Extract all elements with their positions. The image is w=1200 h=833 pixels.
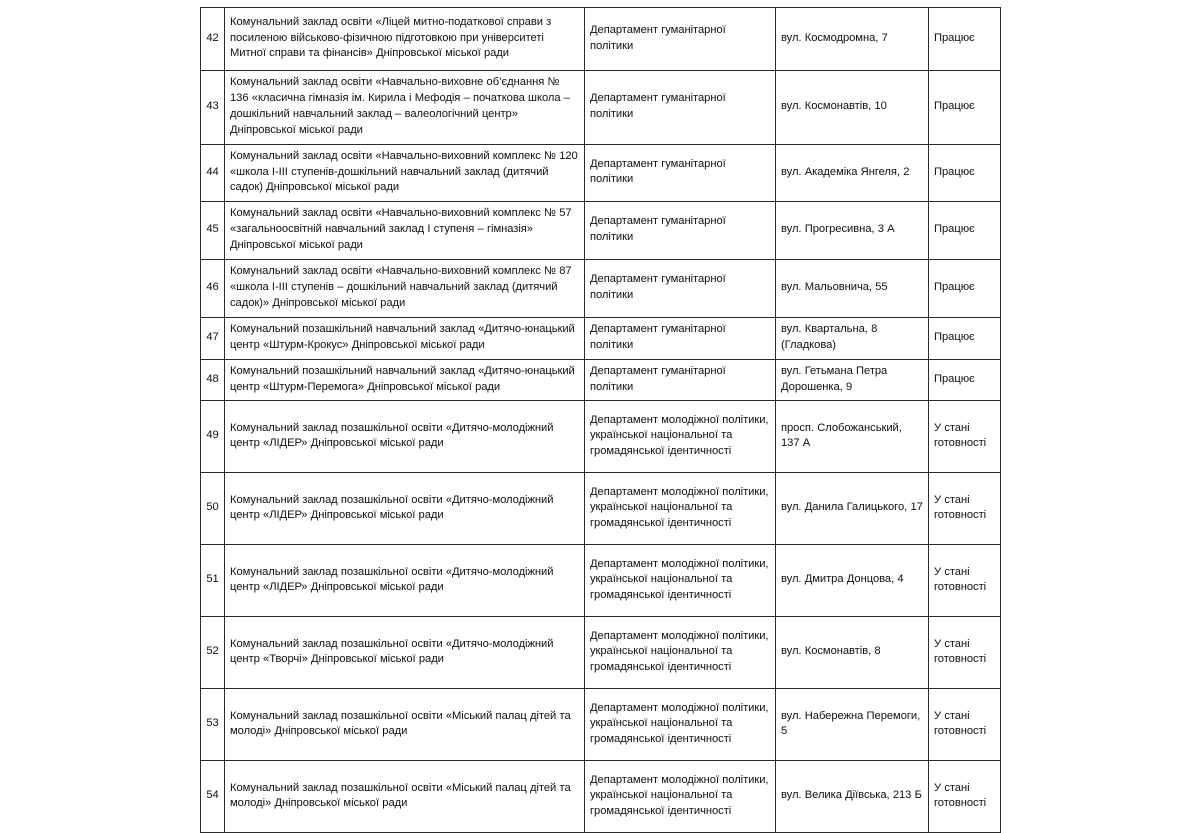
status-cell-text: Працює xyxy=(934,372,975,385)
status-cell-text: У стані готовності xyxy=(934,709,987,738)
department-cell xyxy=(585,144,776,202)
department-cell-text: Департамент молодіжної політики, української національної та громадянської ідентичності xyxy=(590,485,769,530)
address-cell xyxy=(776,689,929,761)
address-cell-text: просп. Слобожанський, 137 А xyxy=(781,421,902,450)
row-number-cell xyxy=(201,401,225,473)
department-cell-text: Департамент молодіжної політики, української національної та громадянської ідентичності xyxy=(590,773,769,818)
table-row xyxy=(201,401,1001,473)
row-number-cell-text: 51 xyxy=(206,573,219,586)
address-cell-text: вул. Гетьмана Петра Дорошенка, 9 xyxy=(781,364,888,393)
row-number-cell xyxy=(201,617,225,689)
department-cell xyxy=(585,359,776,401)
department-cell-text: Департамент гуманітарної політики xyxy=(590,157,726,186)
department-cell-text: Департамент гуманітарної політики xyxy=(590,364,726,393)
status-cell xyxy=(929,473,1001,545)
table-row xyxy=(201,761,1001,833)
department-cell-text: Департамент молодіжної політики, української національної та громадянської ідентичності xyxy=(590,629,769,674)
status-cell-text: У стані готовності xyxy=(934,781,987,810)
row-number-cell-text: 42 xyxy=(206,31,219,44)
row-number-cell-text: 52 xyxy=(206,645,219,658)
department-cell xyxy=(585,260,776,318)
institution-name-cell-text: Комунальний заклад позашкільної освіти «Дитячо-молодіжний центр «ЛІДЕР» Дніпровської міської ради xyxy=(230,565,554,594)
address-cell xyxy=(776,202,929,260)
institution-name-cell-text: Комунальний заклад позашкільної освіти «Міський палац дітей та молоді» Дніпровської міської ради xyxy=(230,709,571,738)
address-cell-text: вул. Дмитра Донцова, 4 xyxy=(781,573,904,586)
address-cell-text: вул. Академіка Янгеля, 2 xyxy=(781,165,910,178)
status-cell xyxy=(929,317,1001,359)
row-number-cell-text: 44 xyxy=(206,165,219,178)
status-cell xyxy=(929,8,1001,71)
row-number-cell xyxy=(201,761,225,833)
institutions-table xyxy=(200,7,1001,833)
row-number-cell xyxy=(201,202,225,260)
institution-name-cell-text: Комунальний заклад позашкільної освіти «Дитячо-молодіжний центр «Творчі» Дніпровської міської ради xyxy=(230,637,554,666)
row-number-cell xyxy=(201,689,225,761)
row-number-cell-text: 54 xyxy=(206,789,219,802)
department-cell xyxy=(585,473,776,545)
status-cell-text: Працює xyxy=(934,223,975,236)
institution-name-cell-text: Комунальний заклад позашкільної освіти «Дитячо-молодіжний центр «ЛІДЕР» Дніпровської міської ради xyxy=(230,421,554,450)
table-row xyxy=(201,689,1001,761)
institution-name-cell-text: Комунальний заклад освіти «Навчально-виховне об’єднання № 136 «класична гімназія ім. Кирила і Мефодія – початкова школа – дошкільний навчальний заклад – валеологічний центр» Дніпровської міської ради xyxy=(230,76,570,136)
department-cell xyxy=(585,617,776,689)
institution-name-cell xyxy=(225,761,585,833)
row-number-cell-text: 53 xyxy=(206,717,219,730)
department-cell-text: Департамент молодіжної політики, української національної та громадянської ідентичності xyxy=(590,701,769,746)
institution-name-cell xyxy=(225,202,585,260)
status-cell xyxy=(929,260,1001,318)
address-cell xyxy=(776,473,929,545)
table-body xyxy=(201,8,1001,833)
department-cell xyxy=(585,761,776,833)
institution-name-cell xyxy=(225,401,585,473)
address-cell-text: вул. Квартальна, 8 (Гладкова) xyxy=(781,322,878,351)
status-cell-text: У стані готовності xyxy=(934,565,987,594)
row-number-cell-text: 48 xyxy=(206,372,219,385)
address-cell xyxy=(776,71,929,145)
table-row xyxy=(201,144,1001,202)
department-cell-text: Департамент молодіжної політики, української національної та громадянської ідентичності xyxy=(590,557,769,602)
status-cell-text: Працює xyxy=(934,330,975,343)
address-cell-text: вул. Прогресивна, 3 А xyxy=(781,223,895,236)
row-number-cell-text: 45 xyxy=(206,223,219,236)
address-cell xyxy=(776,317,929,359)
address-cell xyxy=(776,260,929,318)
department-cell-text: Департамент гуманітарної політики xyxy=(590,273,726,301)
institution-name-cell xyxy=(225,617,585,689)
institution-name-cell xyxy=(225,545,585,617)
row-number-cell-text: 43 xyxy=(206,99,219,112)
row-number-cell xyxy=(201,545,225,617)
row-number-cell xyxy=(201,473,225,545)
institution-name-cell xyxy=(225,260,585,318)
status-cell xyxy=(929,401,1001,473)
institution-name-cell-text: Комунальний заклад освіти «Навчально-виховний комплекс № 87 «школа I-III ступенів – дошкільний навчальний заклад (дитячий садок)» Дніпровської міської ради xyxy=(230,265,572,309)
table-row xyxy=(201,8,1001,71)
table-row xyxy=(201,473,1001,545)
status-cell-text: Працює xyxy=(934,99,975,112)
address-cell xyxy=(776,617,929,689)
institution-name-cell xyxy=(225,317,585,359)
status-cell-text: У стані готовності xyxy=(934,493,987,522)
institution-name-cell-text: Комунальний заклад освіти «Ліцей митно-податкової справи з посиленою військово-фізичною підготовкою при університеті Митної справи та фінансів» Дніпровської міської ради xyxy=(230,15,552,60)
department-cell xyxy=(585,317,776,359)
department-cell xyxy=(585,8,776,71)
status-cell xyxy=(929,359,1001,401)
department-cell xyxy=(585,545,776,617)
institution-name-cell-text: Комунальний заклад позашкільної освіти «Дитячо-молодіжний центр «ЛІДЕР» Дніпровської міської ради xyxy=(230,493,554,522)
institution-name-cell xyxy=(225,144,585,202)
department-cell xyxy=(585,689,776,761)
row-number-cell-text: 49 xyxy=(206,429,219,442)
department-cell xyxy=(585,71,776,145)
status-cell xyxy=(929,617,1001,689)
status-cell xyxy=(929,144,1001,202)
row-number-cell xyxy=(201,144,225,202)
table-row xyxy=(201,545,1001,617)
institution-name-cell xyxy=(225,359,585,401)
institution-name-cell xyxy=(225,689,585,761)
institution-name-cell-text: Комунальний заклад освіти «Навчально-виховний комплекс № 120 «школа I-III ступенів-дошкільний навчальний заклад (дитячий садок) Дніпровської міської ради xyxy=(230,149,578,194)
institution-name-cell xyxy=(225,473,585,545)
status-cell xyxy=(929,689,1001,761)
table-row xyxy=(201,617,1001,689)
address-cell-text: вул. Данила Галицького, 17 xyxy=(781,501,923,514)
row-number-cell-text: 50 xyxy=(206,501,219,514)
row-number-cell xyxy=(201,317,225,359)
department-cell-text: Департамент молодіжної політики, української національної та громадянської ідентичності xyxy=(590,413,769,458)
table-row xyxy=(201,359,1001,401)
address-cell xyxy=(776,144,929,202)
row-number-cell xyxy=(201,359,225,401)
status-cell xyxy=(929,545,1001,617)
address-cell xyxy=(776,8,929,71)
institution-name-cell xyxy=(225,71,585,145)
address-cell xyxy=(776,761,929,833)
address-cell-text: вул. Велика Діївська, 213 Б xyxy=(781,789,922,802)
institution-name-cell-text: Комунальний позашкільний навчальний заклад «Дитячо-юнацький центр «Штурм-Перемога» Дніпровської міської ради xyxy=(230,364,575,393)
status-cell-text: Працює xyxy=(934,165,975,178)
status-cell xyxy=(929,71,1001,145)
department-cell-text: Департамент гуманітарної політики xyxy=(590,215,726,244)
department-cell-text: Департамент гуманітарної політики xyxy=(590,91,726,120)
address-cell xyxy=(776,359,929,401)
department-cell-text: Департамент гуманітарної політики xyxy=(590,23,726,52)
institution-name-cell-text: Комунальний заклад освіти «Навчально-виховний комплекс № 57 «загальноосвітній навчальний заклад I ступеня – гімназія» Дніпровської міської ради xyxy=(230,207,572,252)
department-cell xyxy=(585,202,776,260)
institution-name-cell-text: Комунальний заклад позашкільної освіти «Міський палац дітей та молоді» Дніпровської міської ради xyxy=(230,781,571,810)
table-row xyxy=(201,260,1001,318)
status-cell-text: Працює xyxy=(934,31,975,44)
status-cell xyxy=(929,761,1001,833)
row-number-cell xyxy=(201,260,225,318)
status-cell-text: У стані готовності xyxy=(934,637,987,666)
address-cell xyxy=(776,401,929,473)
status-cell xyxy=(929,202,1001,260)
institution-name-cell-text: Комунальний позашкільний навчальний заклад «Дитячо-юнацький центр «Штурм-Крокус» Дніпровської міської ради xyxy=(230,322,575,351)
table-row xyxy=(201,202,1001,260)
address-cell-text: вул. Космонавтів, 8 xyxy=(781,645,881,658)
row-number-cell-text: 47 xyxy=(206,330,219,343)
status-cell-text: У стані готовності xyxy=(934,421,987,450)
row-number-cell xyxy=(201,71,225,145)
address-cell xyxy=(776,545,929,617)
table-row xyxy=(201,71,1001,145)
row-number-cell-text: 46 xyxy=(206,280,219,293)
department-cell xyxy=(585,401,776,473)
institution-name-cell xyxy=(225,8,585,71)
address-cell-text: вул. Мальовнича, 55 xyxy=(781,280,888,293)
address-cell-text: вул. Космонавтів, 10 xyxy=(781,99,887,112)
address-cell-text: вул. Набережна Перемоги, 5 xyxy=(781,709,921,738)
address-cell-text: вул. Космодромна, 7 xyxy=(781,31,888,44)
department-cell-text: Департамент гуманітарної політики xyxy=(590,322,726,351)
row-number-cell xyxy=(201,8,225,71)
status-cell-text: Працює xyxy=(934,280,975,293)
table-row xyxy=(201,317,1001,359)
